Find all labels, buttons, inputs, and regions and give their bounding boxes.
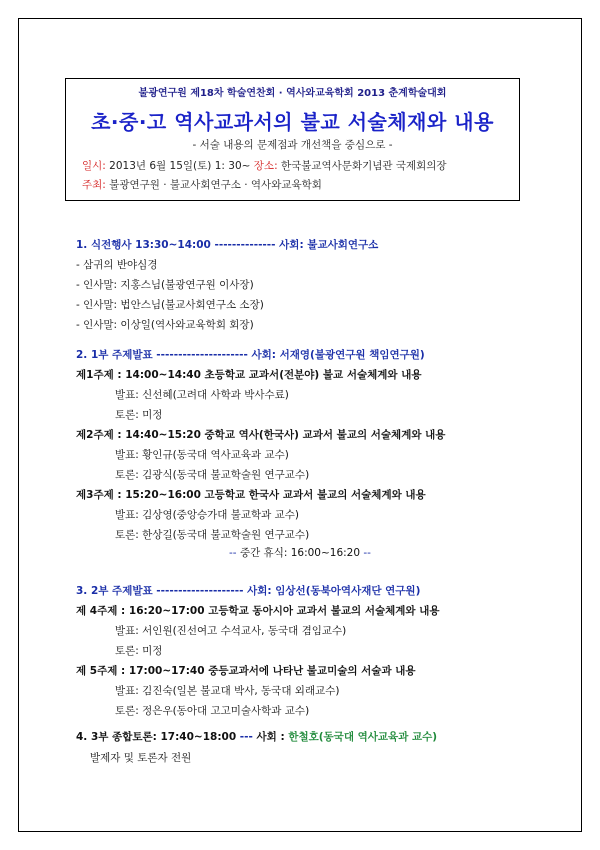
topic-presenter: 발표: 황인규(동국대 역사교육과 교수) <box>115 449 289 461</box>
section-4-title: 4. 3부 종합토론: 17:40~18:00 <box>76 731 237 743</box>
host-value: 불광연구원 · 불교사회연구소 · 역사와교육학회 <box>109 179 322 191</box>
topic-discussant: 토론: 미정 <box>115 645 163 657</box>
section-1-moderator: 사회: 불교사회연구소 <box>279 239 379 251</box>
place-label: 장소: <box>253 160 278 172</box>
section-3-dashes: -------------------- <box>152 585 244 597</box>
event-series-line: 불광연구원 제18차 학술연찬회 · 역사와교육학회 2013 춘계학술대회 <box>138 88 447 99</box>
page-subtitle: - 서술 내용의 문제점과 개선책을 중심으로 - <box>192 139 393 151</box>
section-4-heading <box>76 729 437 744</box>
section-1-dashes: -------------- <box>210 239 276 251</box>
topic-heading: 제 5주제 : 17:00~17:40 중등교과서에 나타난 불교미술의 서술과 내용 <box>76 665 416 677</box>
date-place-line <box>82 158 447 173</box>
topic-presenter: 발표: 서인원(진선여고 수석교사, 동국대 겸임교수) <box>115 625 347 637</box>
list-item: - 인사말: 지홍스님(불광연구원 이사장) <box>76 279 254 291</box>
topic-heading: 제1주제 : 14:00~14:40 초등학교 교과서(전분야) 불교 서술체계와 내용 <box>76 369 422 381</box>
date-value: 2013년 6월 15일(토) 1: 30~ <box>109 160 251 172</box>
list-item: - 인사말: 법안스님(불교사회연구소 소장) <box>76 299 264 311</box>
topic-discussant: 토론: 김광식(동국대 불교학술원 연구교수) <box>115 469 310 481</box>
section-2-moderator: 사회: 서재영(불광연구원 책임연구원) <box>251 349 425 361</box>
date-label: 일시: <box>82 160 106 172</box>
section-3-heading <box>76 583 420 598</box>
section-4-dashes: --- <box>236 731 253 743</box>
section-1-title: 1. 식전행사 13:30~14:00 <box>76 239 211 251</box>
host-label: 주최: <box>82 179 106 191</box>
topic-presenter: 발표: 김상영(중앙승가대 불교학과 교수) <box>115 509 300 521</box>
break-left-dash: -- <box>229 547 240 559</box>
place-value: 한국불교역사문화기념관 국제회의장 <box>280 160 447 172</box>
topic-heading: 제2주제 : 14:40~15:20 중학교 역사(한국사) 교과서 불교의 서술체계와 내용 <box>76 429 446 441</box>
event-header-box <box>65 78 520 201</box>
section-4-moderator-label: 사회 : <box>256 731 285 743</box>
topic-heading: 제 4주제 : 16:20~17:00 고등학교 동아시아 교과서 불교의 서술체계와 내용 <box>76 605 440 617</box>
break-right-dash: -- <box>360 547 371 559</box>
topic-heading: 제3주제 : 15:20~16:00 고등학교 한국사 교과서 불교의 서술체계와 내용 <box>76 489 426 501</box>
page-title: 초·중·고 역사교과서의 불교 서술체재와 내용 <box>91 110 494 134</box>
section-3-moderator: 사회: 임상선(동북아역사재단 연구원) <box>247 585 421 597</box>
topic-discussant: 토론: 미정 <box>115 409 163 421</box>
list-item: - 삼귀의 반야심경 <box>76 259 158 271</box>
section-2-dashes: --------------------- <box>152 349 248 361</box>
list-item: - 인사말: 이상일(역사와교육학회 회장) <box>76 319 254 331</box>
section-2-title: 2. 1부 주제발표 <box>76 349 153 361</box>
topic-discussant: 토론: 한상길(동국대 불교학술원 연구교수) <box>115 529 310 541</box>
section-4-participants: 발제자 및 토론자 전원 <box>90 752 192 764</box>
break-line <box>0 545 600 560</box>
section-4-moderator: 한철호(동국대 역사교육과 교수) <box>288 731 438 743</box>
topic-presenter: 발표: 신선혜(고려대 사학과 박사수료) <box>115 389 289 401</box>
host-line <box>82 177 322 192</box>
section-1-heading <box>76 237 378 252</box>
section-3-title: 3. 2부 주제발표 <box>76 585 153 597</box>
section-2-heading <box>76 347 425 362</box>
topic-presenter: 발표: 김진숙(일본 불교대 박사, 동국대 외래교수) <box>115 685 340 697</box>
topic-discussant: 토론: 정은우(동아대 고고미술사학과 교수) <box>115 705 310 717</box>
break-text: 중간 휴식: 16:00~16:20 <box>239 547 361 559</box>
